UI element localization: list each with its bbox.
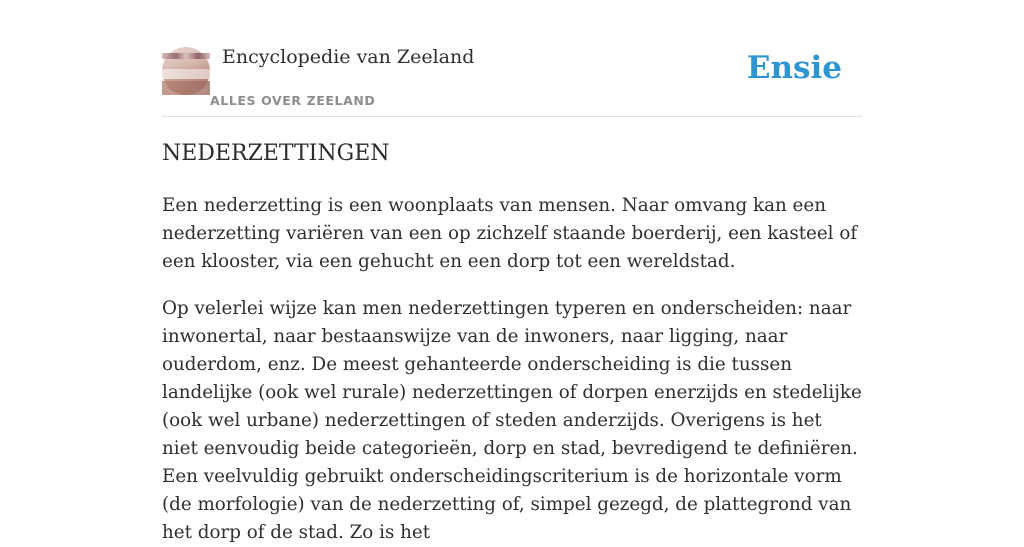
site-logo-image[interactable] — [162, 47, 210, 95]
site-title[interactable]: Encyclopedie van Zeeland — [222, 46, 475, 68]
page-container — [162, 0, 862, 543]
article-paragraph: Op velerlei wijze kan men nederzettingen typeren en onderscheiden: naar inwonertal, naar bestaanswijze van de inwoners, naar ligging, naar ouderdom, enz. De meest gehanteerde onderscheiding is die tussen landelijke (ook wel rurale) nederzettingen of dorpen enerzijds en stedelijke (ook wel urbane) nederzettingen of steden anderzijds. Overigens is het niet eenvoudig beide categorieën, dorp en stad, bevredigend te definiëren. Een veelvuldig gebruikt onderscheidingscriterium is de horizontale vorm (de morfologie) van de nederzetting of, simpel gezegd, de plattegrond van het dorp of de stad. Zo is het — [162, 298, 862, 543]
logo-band — [162, 69, 210, 79]
logo-band — [162, 53, 210, 59]
site-subtitle: ALLES OVER ZEELAND — [210, 93, 376, 108]
article-paragraph: Een nederzetting is een woonplaats van mensen. Naar omvang kan een nederzetting variëren van een op zichzelf staande boerderij, een kasteel of een klooster, via een gehucht en een dorp tot een wereldstad. — [162, 195, 858, 272]
site-header — [162, 0, 862, 117]
article-title: NEDERZETTINGEN — [162, 141, 390, 166]
logo-band — [162, 81, 210, 95]
brand-logo[interactable]: Ensie — [746, 50, 842, 86]
